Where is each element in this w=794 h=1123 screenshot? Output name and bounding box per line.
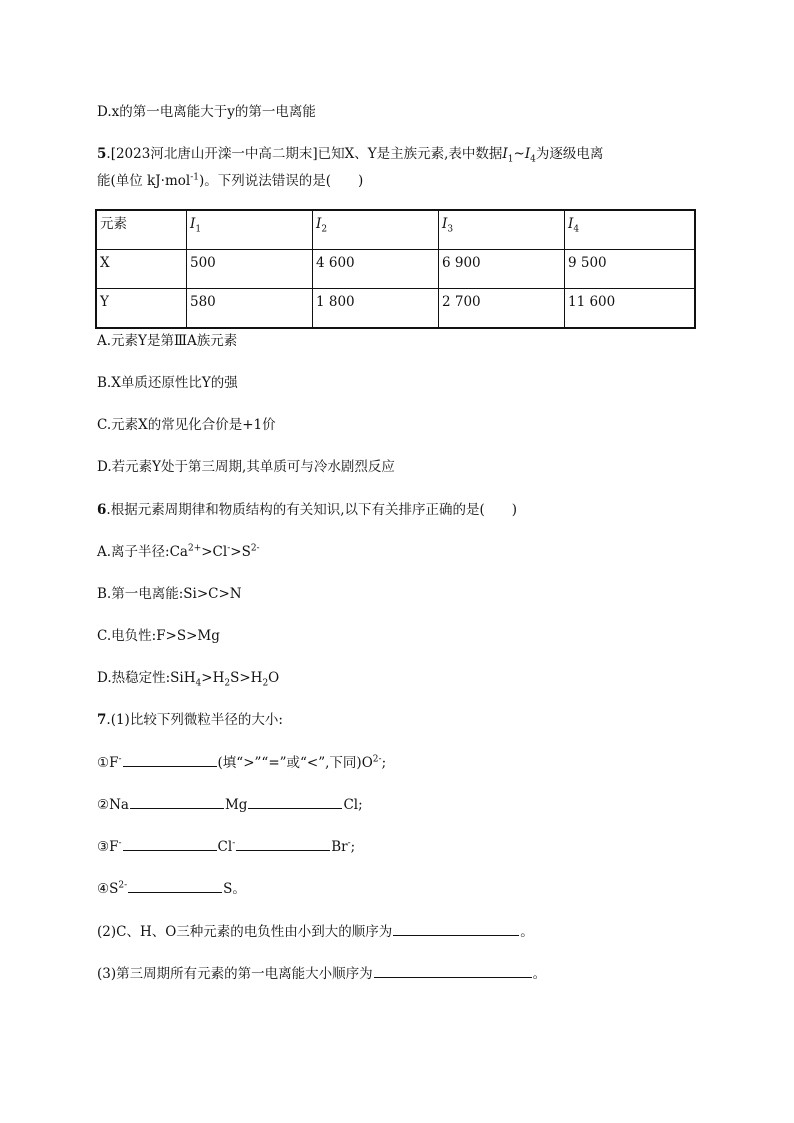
q6-option-d: D.热稳定性$:SiH_4>H_2S>H_2O$ <box>97 670 280 689</box>
table-header-cell: 元素 <box>96 210 187 250</box>
q5-stem-line1 <box>97 144 603 164</box>
answer-blank[interactable] <box>236 836 330 851</box>
q5-option-a: A.元素Y是第ⅢA族元素 <box>97 333 238 349</box>
table-cell: 6 900 <box>439 250 565 289</box>
q4-option-d: D.x的第一电离能大于y的第一电离能 <box>97 104 316 120</box>
q6-option-a: A.离子半径$:Ca^{2+}>Cl^->S^{2-}$ <box>97 543 260 560</box>
question-text: )。下列说法错误的是( ) <box>198 173 364 189</box>
answer-blank[interactable] <box>374 963 532 978</box>
table-cell: 4 600 <box>313 250 439 289</box>
q7-part-3: (3)第三周期所有元素的第一电离能大小顺序为 。 <box>97 963 546 984</box>
table-header-cell: $I_4$ <box>565 210 696 250</box>
superscript: -1 <box>190 172 199 183</box>
tilde: ~ <box>513 146 525 162</box>
ionization-energy-table <box>95 209 696 329</box>
q6-stem <box>97 500 517 520</box>
q7-line-2: ②Na Mg Cl; <box>97 794 363 815</box>
q6-option-b: B.第一电离能:Si>C>N <box>97 586 242 602</box>
q5-option-b: B.X单质还原性比Y的强 <box>97 375 238 391</box>
question-text: .(1)比较下列微粒半径的大小: <box>106 712 283 728</box>
symbol-i: I <box>502 146 508 162</box>
table-row <box>96 250 695 289</box>
subscript: 4 <box>530 154 536 165</box>
answer-blank[interactable] <box>123 752 217 767</box>
q5-stem-line2 <box>97 171 363 191</box>
table-cell: X <box>96 250 187 289</box>
answer-blank[interactable] <box>248 794 342 809</box>
question-text: .根据元素周期律和物质结构的有关知识,以下有关排序正确的是( ) <box>106 502 518 518</box>
symbol-i: I <box>524 146 531 162</box>
question-text: 能(单位 kJ·mol <box>97 173 191 189</box>
q7-line-3: ③F- Cl- Br-; <box>97 836 355 857</box>
table-cell: 2 700 <box>439 289 565 329</box>
q7-stem <box>97 710 283 730</box>
table-cell: 11 600 <box>565 289 696 329</box>
question-number: 5 <box>97 146 107 162</box>
table-row <box>96 289 695 329</box>
answer-blank[interactable] <box>123 836 217 851</box>
table-cell: 1 800 <box>313 289 439 329</box>
table-cell: 580 <box>187 289 313 329</box>
answer-blank[interactable] <box>393 921 519 936</box>
table-cell: Y <box>96 289 187 329</box>
question-number: 6 <box>97 502 107 518</box>
table-cell: 500 <box>187 250 313 289</box>
table-cell: 9 500 <box>565 250 696 289</box>
table-header-row <box>96 210 695 250</box>
question-text: 已知X、Y是主族元素,表中数据 <box>317 146 503 162</box>
subscript: 1 <box>507 154 514 165</box>
q7-line-1: ①F- (填“>”“=”或“<”,下同)$O^{2-}$; <box>97 752 386 773</box>
q5-option-d: D.若元素Y处于第三周期,其单质可与冷水剧烈反应 <box>97 459 395 475</box>
q6-option-c: C.电负性:F>S>Mg <box>97 628 220 644</box>
table-header-cell: $I_1$ <box>187 210 313 250</box>
table-header-cell: $I_3$ <box>439 210 565 250</box>
question-source: .[2023河北唐山开滦一中高二期末] <box>106 146 318 162</box>
q7-part-2: (2)C、H、O三种元素的电负性由小到大的顺序为 。 <box>97 921 534 942</box>
answer-blank[interactable] <box>130 794 224 809</box>
q7-line-4: $④S^{2-}$ S。 <box>97 878 246 899</box>
table-header-cell: $I_2$ <box>313 210 439 250</box>
question-text: 为逐级电离 <box>535 146 604 162</box>
answer-blank[interactable] <box>128 878 222 893</box>
question-number: 7 <box>97 712 107 728</box>
q5-option-c: C.元素X的常见化合价是+1价 <box>97 417 276 433</box>
